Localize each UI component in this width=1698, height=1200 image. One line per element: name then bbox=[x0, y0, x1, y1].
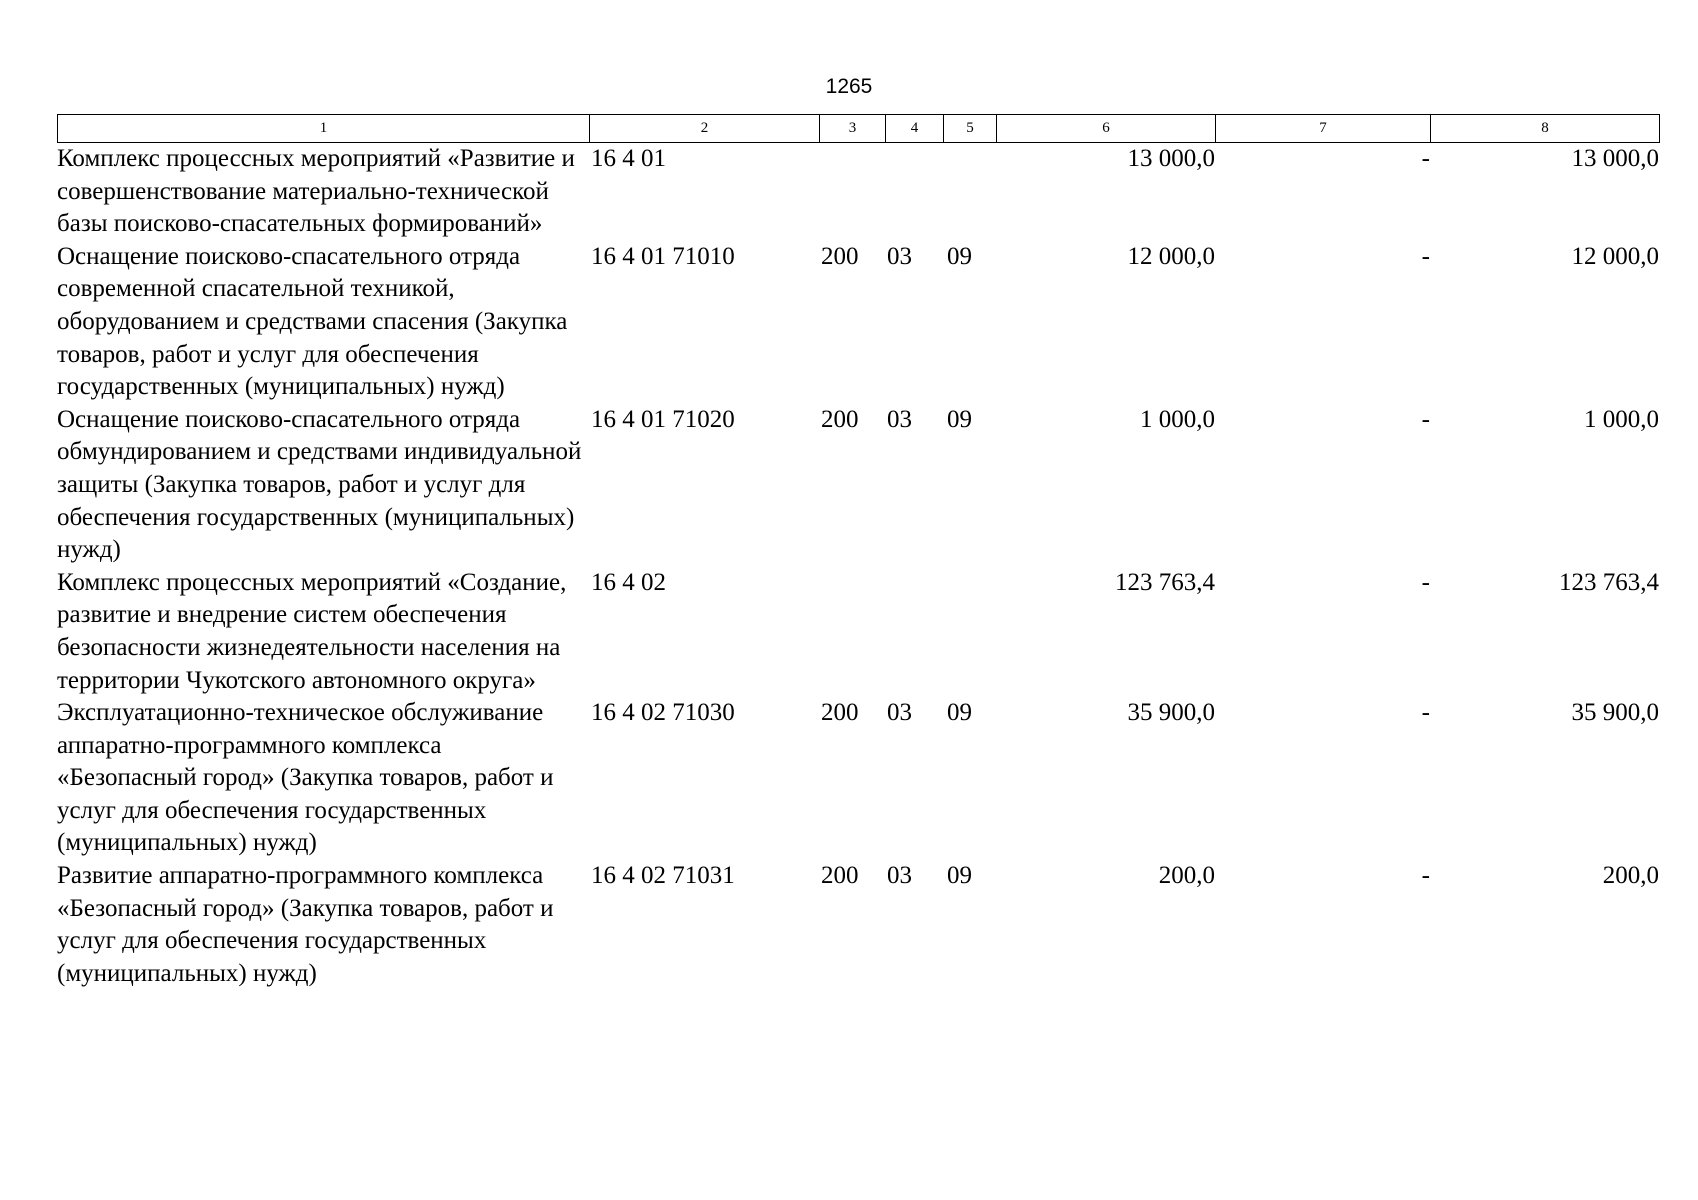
row-amount-total: 200,0 bbox=[1158, 862, 1215, 890]
row-code: 16 4 01 71010 bbox=[591, 242, 735, 270]
row-section bbox=[885, 143, 943, 241]
row-amount-regional: 123 763,4 bbox=[1559, 568, 1659, 596]
row-amount-federal: - bbox=[1421, 242, 1430, 270]
column-number-2: 2 bbox=[590, 115, 820, 143]
row-name: Эксплуатационно-техническое обслуживание аппаратно-программного комплекса «Безопасный город» (Закупка товаров, работ и услуг для обеспечения государственных (муниципальных) нужд) bbox=[57, 699, 554, 857]
row-subsection bbox=[943, 567, 996, 697]
page-number: 1265 bbox=[825, 75, 873, 98]
row-amount-regional: 12 000,0 bbox=[1571, 242, 1659, 270]
row-code: 16 4 02 71030 bbox=[591, 699, 735, 727]
row-code: 16 4 01 71020 bbox=[591, 405, 735, 433]
row-amount-total: 13 000,0 bbox=[1127, 145, 1215, 172]
column-number-5: 5 bbox=[944, 115, 997, 143]
column-number-1: 1 bbox=[58, 115, 590, 143]
row-amount-total: 123 763,4 bbox=[1115, 568, 1215, 596]
row-section: 03 bbox=[887, 242, 912, 270]
row-name: Оснащение поисково-спасательного отряда современной спасательной техникой, оборудованием и средствами спасения (Закупка товаров, работ и услуг для обеспечения государственных (муниципальных) нужд) bbox=[57, 242, 568, 401]
row-code: 16 4 01 bbox=[591, 145, 666, 172]
row-amount-federal: - bbox=[1421, 405, 1430, 433]
row-expense-type bbox=[819, 143, 885, 241]
row-amount-regional: 35 900,0 bbox=[1571, 699, 1659, 727]
row-amount-federal: - bbox=[1421, 699, 1430, 727]
row-amount-total: 35 900,0 bbox=[1127, 699, 1215, 727]
row-amount-total: 12 000,0 bbox=[1127, 242, 1215, 270]
row-subsection: 09 bbox=[947, 699, 972, 727]
row-section bbox=[885, 567, 943, 697]
row-section: 03 bbox=[887, 862, 912, 890]
row-expense-type bbox=[819, 567, 885, 697]
row-amount-regional: 1 000,0 bbox=[1584, 405, 1659, 433]
column-number-8: 8 bbox=[1431, 115, 1660, 143]
table-row bbox=[57, 567, 1659, 697]
row-subsection: 09 bbox=[947, 405, 972, 433]
column-number-7: 7 bbox=[1216, 115, 1431, 143]
row-name: Оснащение поисково-спасательного отряда обмундированием и средствами индивидуальной защиты (Закупка товаров, работ и услуг для обеспечения государственных (муниципальных) нужд) bbox=[57, 405, 582, 564]
table-row bbox=[57, 143, 1659, 241]
row-amount-total: 1 000,0 bbox=[1140, 405, 1215, 433]
row-name: Комплекс процессных мероприятий «Создание, развитие и внедрение систем обеспечения безопасности жизнедеятельности населения на территории Чукотского автономного округа» bbox=[57, 568, 567, 694]
row-subsection: 09 bbox=[947, 862, 972, 890]
row-code: 16 4 02 71031 bbox=[591, 862, 735, 890]
table-row bbox=[57, 241, 1659, 404]
row-section: 03 bbox=[887, 405, 912, 433]
row-amount-regional: 200,0 bbox=[1602, 862, 1659, 890]
row-amount-federal: - bbox=[1421, 145, 1430, 172]
row-expense-type: 200 bbox=[821, 862, 859, 890]
table-row bbox=[57, 697, 1659, 860]
table-row bbox=[57, 404, 1659, 567]
column-number-6: 6 bbox=[997, 115, 1216, 143]
row-code: 16 4 02 bbox=[591, 568, 666, 596]
column-number-header bbox=[57, 114, 1660, 143]
table-row bbox=[57, 860, 1659, 990]
budget-table bbox=[57, 143, 1659, 990]
row-name: Комплекс процессных мероприятий «Развитие и совершенствование материально-технической базы поисково-спасательных формирований» bbox=[57, 145, 575, 238]
row-section: 03 bbox=[887, 699, 912, 727]
row-expense-type: 200 bbox=[821, 699, 859, 727]
row-subsection bbox=[943, 143, 996, 241]
column-number-3: 3 bbox=[820, 115, 886, 143]
row-amount-regional: 13 000,0 bbox=[1571, 145, 1659, 172]
row-name: Развитие аппаратно-программного комплекса «Безопасный город» (Закупка товаров, работ и услуг для обеспечения государственных (муниципальных) нужд) bbox=[57, 862, 554, 987]
column-number-4: 4 bbox=[886, 115, 944, 143]
row-expense-type: 200 bbox=[821, 242, 859, 270]
row-subsection: 09 bbox=[947, 242, 972, 270]
row-amount-federal: - bbox=[1421, 568, 1430, 596]
row-expense-type: 200 bbox=[821, 405, 859, 433]
row-amount-federal: - bbox=[1421, 862, 1430, 890]
